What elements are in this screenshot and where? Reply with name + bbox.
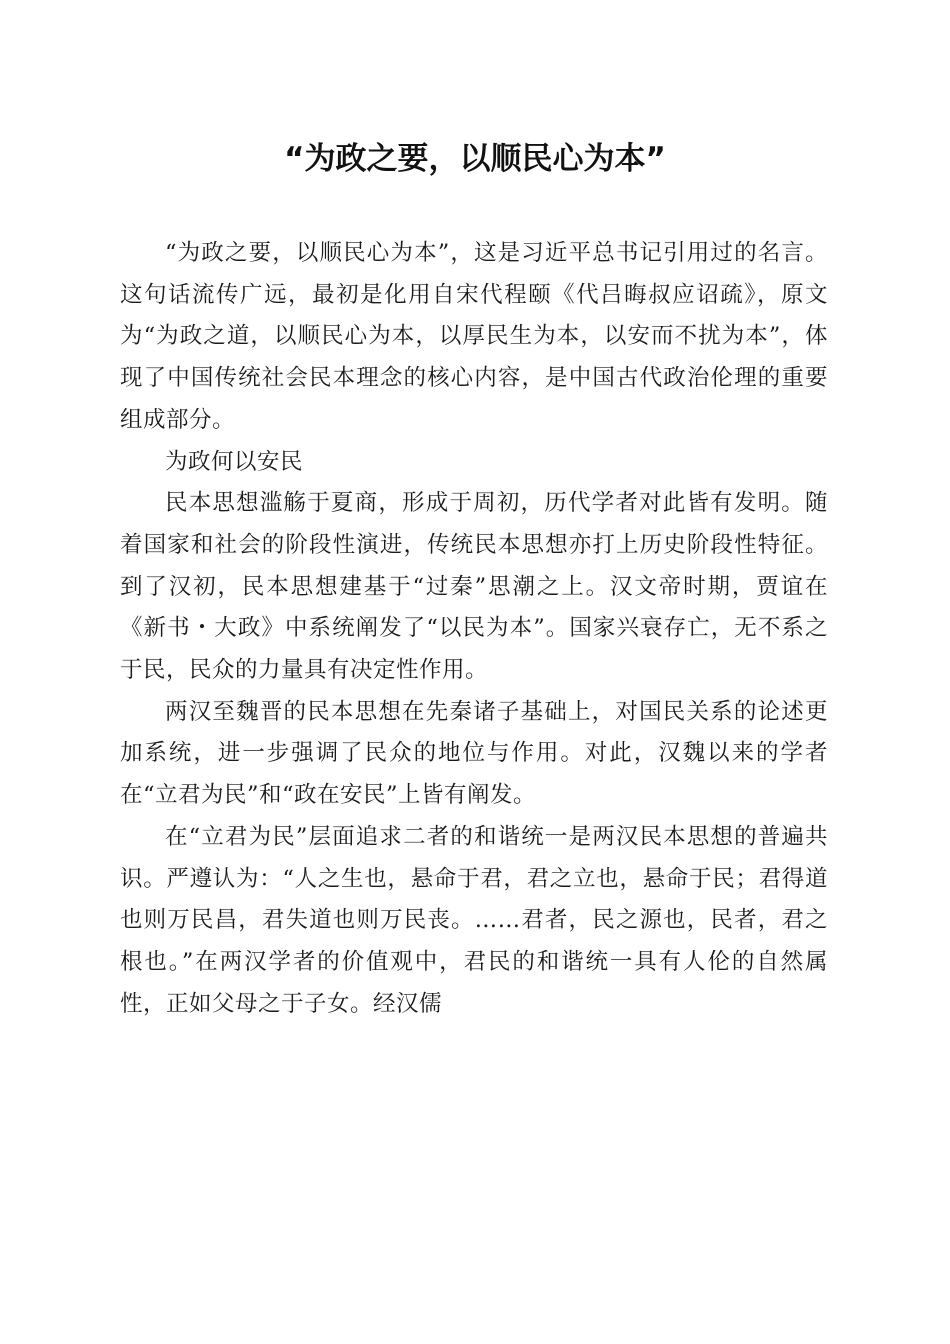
section-heading: 为政何以安民 xyxy=(165,448,304,475)
paragraph-intro: “为政之要，以顺民心为本”，这是习近平总书记引用过的名言。这句话流传广远，最初是化用自宋代程颐《代吕晦叔应诏疏》，原文为“为政之道，以顺民心为本，以厚民生为本，以安而不扰为本”，体现了中国传统社会民本理念的核心内容，是中国古代政治伦理的重要组成部分。 xyxy=(120,240,828,433)
paragraph-ruler-people: 在“立君为民”层面追求二者的和谐统一是两汉民本思想的普遍共识。严遵认为：“人之生也，悬命于君，君之立也，悬命于民；君得道也则万民昌，君失道也则万民丧。……君者，民之源也，民者，君之根也。”在两汉学者的价值观中，君民的和谐统一具有人伦的自然属性，正如父母之于子女。经汉儒 xyxy=(120,823,828,1017)
paragraph-origin: 民本思想滥觞于夏商，形成于周初，历代学者对此皆有发明。随着国家和社会的阶段性演进，传统民本思想亦打上历史阶段性特征。到了汉初，民本思想建基于“过秦”思潮之上。汉文帝时期，贾谊在《新书・大政》中系统阐发了“以民为本”。国家兴衰存亡，无不系之于民，民众的力量具有决定性作用。 xyxy=(120,490,828,684)
paragraph-han-wei: 两汉至魏晋的民本思想在先秦诸子基础上，对国民关系的论述更加系统，进一步强调了民众的地位与作用。对此，汉魏以来的学者在“立君为民”和“政在安民”上皆有阐发。 xyxy=(120,698,828,809)
page-title: “为政之要，以顺民心为本” xyxy=(284,141,666,177)
document-body xyxy=(120,233,828,1025)
